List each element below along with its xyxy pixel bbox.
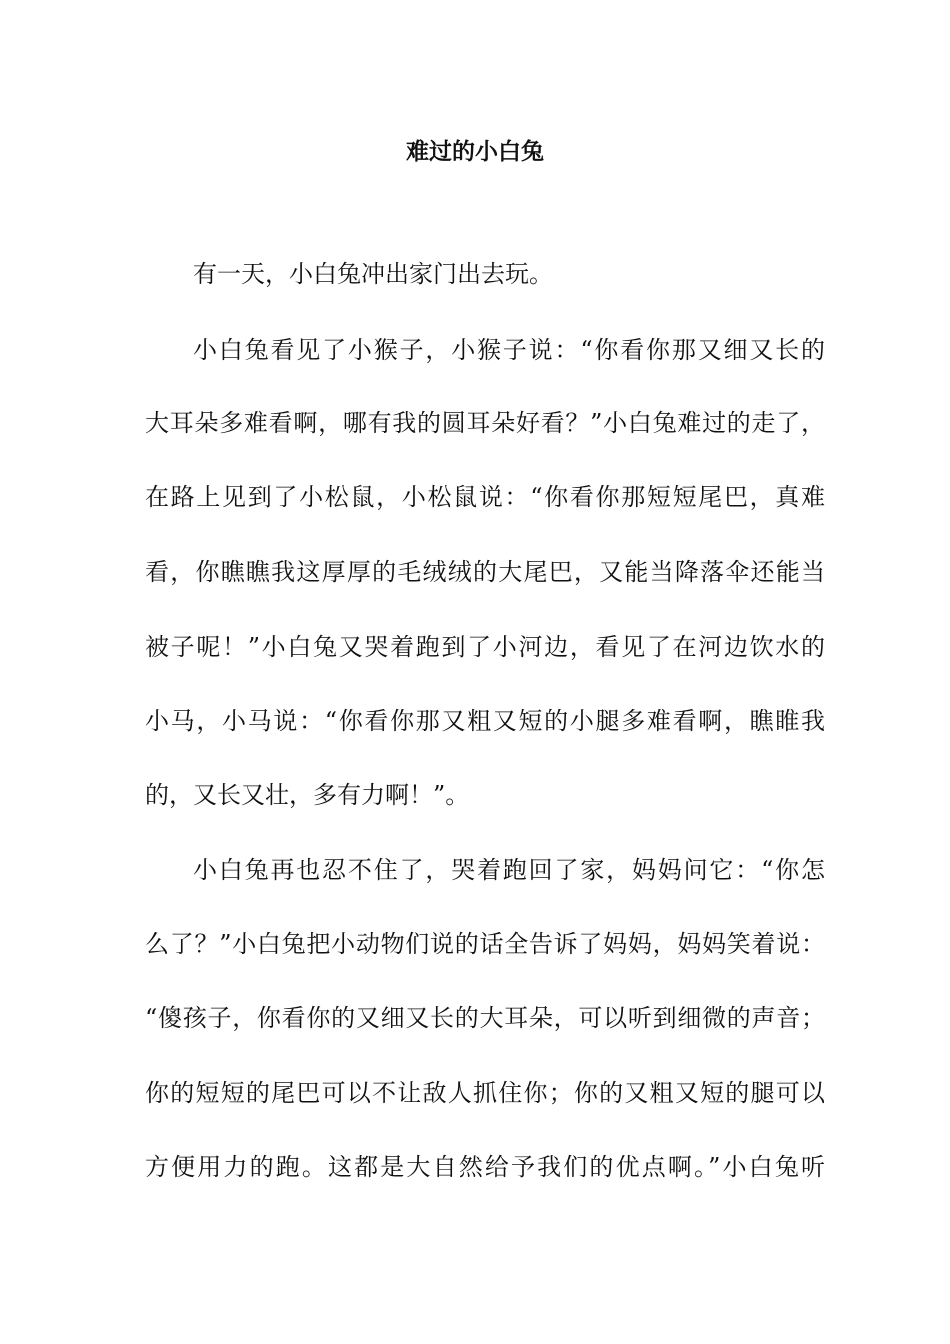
paragraph-line: 小马，小马说：“你看你那又粗又短的小腿多难看啊，瞧睢我 <box>145 707 825 735</box>
paragraph-line: 的，又长又壮，多有力啊！”。 <box>145 781 470 809</box>
paragraph-line: 你的短短的尾巴可以不让敌人抓住你；你的又粗又短的腿可以 <box>145 1079 825 1107</box>
paragraph-line: 小白兔再也忍不住了，哭着跑回了家，妈妈问它：“你怎 <box>193 856 825 884</box>
paragraph-line: “傻孩子，你看你的又细又长的大耳朵，可以听到细微的声音； <box>145 1004 825 1032</box>
paragraph-line: 有一天，小白兔冲出家门出去玩。 <box>193 260 553 288</box>
paragraph-line: 大耳朵多难看啊，哪有我的圆耳朵好看？”小白兔难过的走了， <box>145 409 825 437</box>
document-title: 难过的小白兔 <box>406 139 544 165</box>
paragraph-line: 在路上见到了小松鼠，小松鼠说：“你看你那短短尾巴，真难 <box>145 483 825 511</box>
paragraph-line: 被子呢！”小白兔又哭着跑到了小河边，看见了在河边饮水的 <box>145 633 825 661</box>
paragraph-line: 看，你瞧瞧我这厚厚的毛绒绒的大尾巴，又能当降落伞还能当 <box>145 558 825 586</box>
paragraph-line: 方便用力的跑。这都是大自然给予我们的优点啊。”小白兔听 <box>145 1153 825 1181</box>
paragraph-line: 么了？”小白兔把小动物们说的话全告诉了妈妈，妈妈笑着说： <box>145 930 825 958</box>
paragraph-line: 小白兔看见了小猴子，小猴子说：“你看你那又细又长的 <box>193 336 825 364</box>
